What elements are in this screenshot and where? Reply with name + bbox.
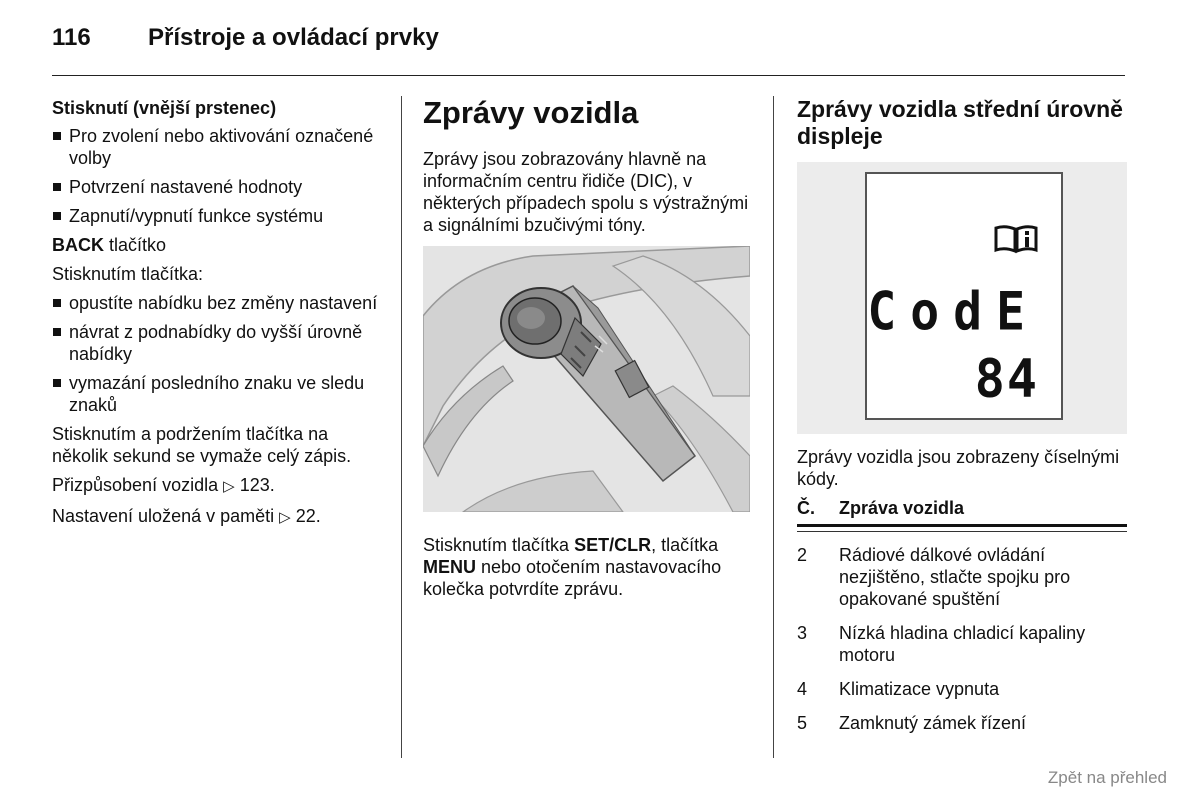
page-title: Přístroje a ovládací prvky <box>148 24 439 51</box>
column-divider <box>773 96 774 758</box>
table-divider <box>797 531 1127 532</box>
table-row: 5 Zamknutý zámek řízení <box>797 713 1027 733</box>
bullet-list <box>52 125 382 227</box>
page-header <box>52 24 439 60</box>
image-caption: Stisknutím tlačítka SET/CLR, tlačítka MENU nebo otočením nastavovacího kolečka potvrdíte zprávu. <box>423 535 722 599</box>
column-header-message: Zpráva vozidla <box>839 498 965 518</box>
description: Zprávy vozidla jsou zobrazeny číselnými kódy. <box>797 447 1120 489</box>
bullet-icon <box>53 212 61 220</box>
back-button-heading: BACK tlačítko <box>52 235 167 255</box>
bullet-icon <box>53 183 61 191</box>
table-row: 2 Rádiové dálkové ovládání nezjištěno, stlačte spojku pro opakované spuštění <box>797 545 1071 609</box>
list-item: vymazání posledního znaku ve sledu znaků <box>52 372 382 416</box>
list-item: návrat z podnabídky do vyšší úrovně nabídky <box>52 321 382 365</box>
display-code-text: CodE <box>867 281 1039 343</box>
bullet-list <box>52 292 382 416</box>
column-divider <box>401 96 402 758</box>
section-title: Zprávy vozidla střední úrovně displeje <box>797 96 1123 149</box>
list-item: Pro zvolení nebo aktivování označené volby <box>52 125 382 169</box>
table-row: 3 Nízká hladina chladicí kapaliny motoru <box>797 623 1086 665</box>
page-reference-icon: ▷ <box>279 509 291 526</box>
page-reference-icon: ▷ <box>223 478 235 495</box>
reference-link[interactable]: Přizpůsobení vozidla ▷ 123. <box>52 475 275 495</box>
bullet-icon <box>53 328 61 336</box>
bullet-icon <box>53 379 61 387</box>
table-row: 4 Klimatizace vypnuta <box>797 679 1000 699</box>
manual-info-icon <box>993 224 1039 254</box>
display-illustration <box>797 162 1127 434</box>
intro-paragraph: Zprávy jsou zobrazovány hlavně na informačním centru řidiče (DIC), v některých případech spolu s výstražnými a signálními bzučivými tóny. <box>423 149 749 235</box>
column-right <box>797 92 1127 734</box>
section-heading: Stisknutí (vnější prstenec) <box>52 98 277 118</box>
stalk-control-illustration <box>423 246 750 512</box>
header-divider <box>52 75 1125 76</box>
press-intro: Stisknutím tlačítka: <box>52 264 204 284</box>
column-header-number: Č. <box>797 498 815 518</box>
display-screen <box>865 172 1063 420</box>
column-middle <box>423 92 753 607</box>
reference-link[interactable]: Nastavení uložená v paměti ▷ 22. <box>52 506 321 526</box>
table-header <box>797 498 1127 527</box>
hold-paragraph: Stisknutím a podržením tlačítka na několik sekund se vymaže celý zápis. <box>52 424 352 466</box>
list-item: Zapnutí/vypnutí funkce systému <box>52 205 382 227</box>
display-code-number: 84 <box>974 348 1039 410</box>
section-title: Zprávy vozidla <box>423 95 639 130</box>
column-left <box>52 92 382 536</box>
back-to-overview-link[interactable]: Zpět na přehled <box>1047 768 1167 787</box>
list-item: opustíte nabídku bez změny nastavení <box>52 292 382 314</box>
page-number: 116 <box>52 24 91 51</box>
bullet-icon <box>53 132 61 140</box>
bullet-icon <box>53 299 61 307</box>
list-item: Potvrzení nastavené hodnoty <box>52 176 382 198</box>
